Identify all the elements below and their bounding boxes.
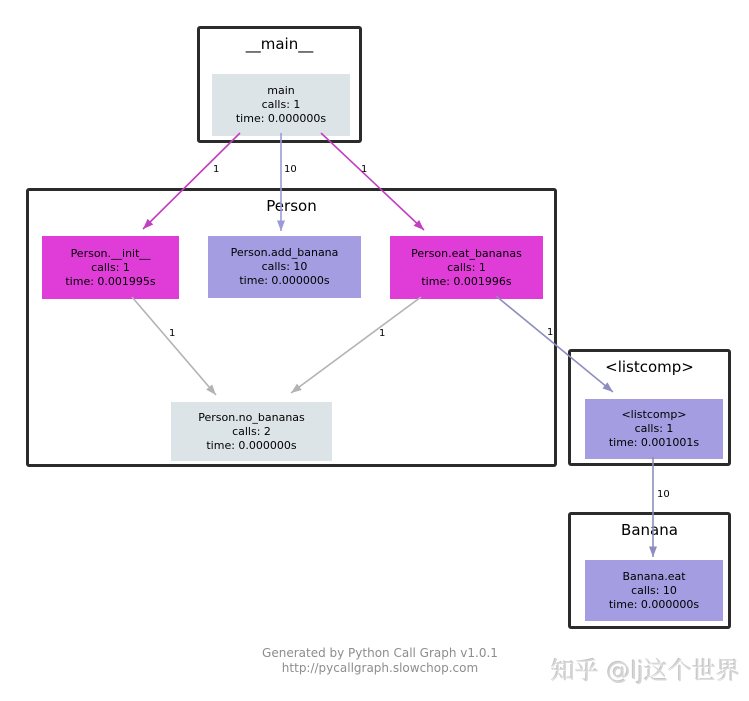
node-person-init-calls: calls: 1 xyxy=(91,260,130,274)
node-main xyxy=(212,74,350,136)
node-person-no-bananas-title: Person.no_bananas xyxy=(198,410,305,424)
cluster-person xyxy=(26,188,557,467)
node-person-eat-bananas xyxy=(390,236,543,299)
node-person-init-title: Person.__init__ xyxy=(70,246,151,260)
generator-credit xyxy=(205,646,555,676)
node-person-add-banana-calls: calls: 10 xyxy=(261,260,308,273)
cluster-person-label: Person xyxy=(266,197,317,215)
node-banana-eat-title: Banana.eat xyxy=(622,569,686,583)
cluster-listcomp xyxy=(568,349,731,466)
node-person-no-bananas-calls: calls: 2 xyxy=(232,424,271,438)
cluster-main xyxy=(197,26,362,143)
node-person-eat-bananas-time: time: 0.001996s xyxy=(421,274,512,288)
node-listcomp-calls: calls: 1 xyxy=(634,422,674,435)
node-main-calls: calls: 1 xyxy=(261,98,301,111)
cluster-listcomp-label: <listcomp> xyxy=(605,358,694,376)
node-person-add-banana-title: Person.add_banana xyxy=(230,246,339,259)
edge-label-main-to-add-banana: 10 xyxy=(284,164,297,175)
node-main-time: time: 0.000000s xyxy=(235,112,327,125)
node-banana-eat-calls: calls: 10 xyxy=(631,583,677,597)
node-listcomp xyxy=(585,399,723,459)
node-person-init-time: time: 0.001995s xyxy=(65,274,156,288)
zhihu-watermark: 知乎 @lj这个世界 xyxy=(551,657,740,685)
node-person-add-banana xyxy=(208,236,361,298)
edge-label-init-to-no-bananas: 1 xyxy=(169,328,176,339)
node-person-no-bananas xyxy=(171,402,332,461)
node-main-title: main xyxy=(267,84,295,97)
edge-label-main-to-eat-bananas: 1 xyxy=(361,164,368,175)
cluster-banana-label: Banana xyxy=(621,521,678,539)
node-person-add-banana-time: time: 0.000000s xyxy=(239,274,330,287)
node-listcomp-title: <listcomp> xyxy=(621,408,687,421)
cluster-main-label: __main__ xyxy=(245,35,314,53)
cluster-banana xyxy=(568,512,731,629)
node-banana-eat xyxy=(585,560,723,621)
node-listcomp-time: time: 0.001001s xyxy=(608,436,700,449)
edge-label-main-to-init: 1 xyxy=(213,164,220,175)
generator-credit-line1: Generated by Python Call Graph v1.0.1 xyxy=(262,646,498,660)
node-banana-eat-time: time: 0.000000s xyxy=(608,597,700,611)
node-person-no-bananas-time: time: 0.000000s xyxy=(206,438,297,452)
edge-label-eat-bananas-to-listcomp: 1 xyxy=(547,327,554,338)
edge-label-listcomp-to-banana-eat: 10 xyxy=(657,489,670,500)
node-person-eat-bananas-calls: calls: 1 xyxy=(447,260,486,274)
edge-label-eat-bananas-to-no-bananas: 1 xyxy=(379,328,386,339)
node-person-init xyxy=(42,236,179,299)
node-person-eat-bananas-title: Person.eat_bananas xyxy=(411,246,522,260)
generator-credit-url: http://pycallgraph.slowchop.com xyxy=(281,661,479,675)
